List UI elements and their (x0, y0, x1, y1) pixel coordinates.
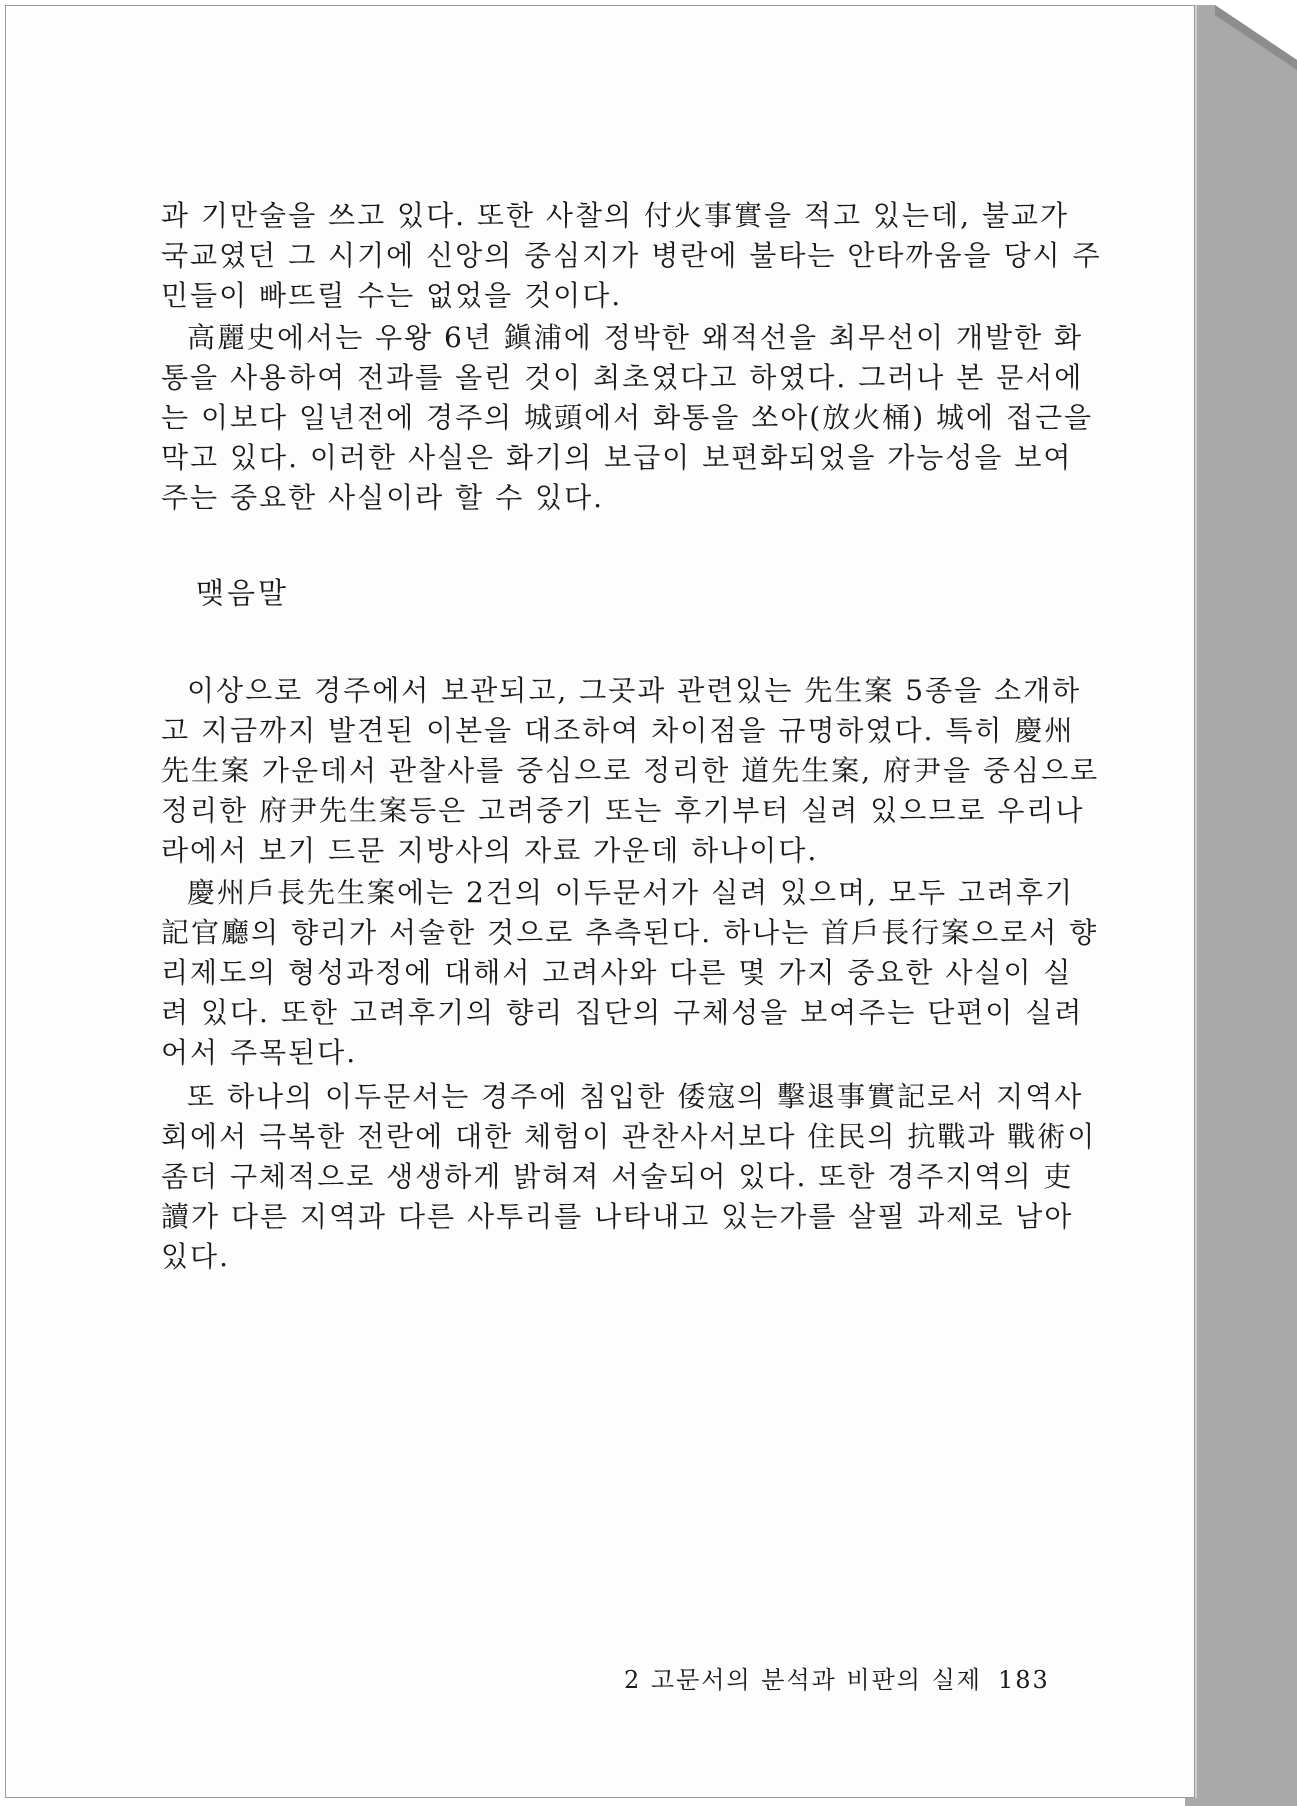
running-title: 2 고문서의 분석과 비판의 실제 (624, 1666, 982, 1694)
paragraph-5 (161, 1077, 1097, 1277)
body-text-conclusion (161, 671, 1100, 1277)
text-line: 리제도의 형성과정에 대해서 고려사와 다른 몇 가지 중요한 사실이 실 (161, 956, 1073, 989)
paragraph-2 (161, 318, 1094, 518)
text-line: 회에서 극복한 전란에 대한 체험이 관찬사서보다 住民의 抗戰과 戰術이 (161, 1120, 1097, 1153)
text-line: 고 지금까지 발견된 이본을 대조하여 차이점을 규명하였다. 특히 慶州 (161, 714, 1075, 747)
text-line: 좀더 구체적으로 생생하게 밝혀져 서술되어 있다. 또한 경주지역의 吏 (161, 1160, 1074, 1193)
text-line: 정리한 府尹先生案등은 고려중기 또는 후기부터 실려 있으므로 우리나 (161, 794, 1085, 827)
book-edge (1185, 0, 1297, 1806)
page-footer (624, 1660, 1050, 1695)
text-line: 讀가 다른 지역과 다른 사투리를 나타내고 있는가를 살필 과제로 남아 (161, 1200, 1074, 1233)
text-line: 주는 중요한 사실이라 할 수 있다. (161, 481, 605, 514)
body-text (161, 196, 1102, 518)
text-line: 記官廳의 향리가 서술한 것으로 추측된다. 하나는 首戶長行案으로서 향 (161, 916, 1099, 949)
text-line: 민들이 빠뜨릴 수는 없었을 것이다. (161, 279, 623, 312)
page-number: 183 (998, 1666, 1050, 1694)
text-line: 막고 있다. 이러한 사실은 화기의 보급이 보편화되었을 가능성을 보여 (161, 441, 1073, 474)
text-line: 과 기만술을 쓰고 있다. 또한 사찰의 付火事實을 적고 있는데, 불교가 (161, 199, 1070, 232)
text-line: 先生案 가운데서 관찰사를 중심으로 정리한 道先生案, 府尹을 중심으로 (161, 754, 1100, 787)
book-page (5, 5, 1195, 1798)
text-line: 어서 주목된다. (161, 1036, 358, 1069)
paragraph-3 (161, 671, 1100, 871)
text-line: 국교였던 그 시기에 신앙의 중심지가 병란에 불타는 안타까움을 당시 주 (161, 239, 1102, 272)
text-line: 慶州戶長先生案에는 2건의 이두문서가 실려 있으며, 모두 고려후기 (187, 876, 1075, 909)
paragraph-4 (161, 873, 1099, 1073)
text-line: 는 이보다 일년전에 경주의 城頭에서 화통을 쏘아(放火桶) 城에 접근을 (161, 401, 1094, 434)
text-line: 려 있다. 또한 고려후기의 향리 집단의 구체성을 보여주는 단편이 실려 (161, 996, 1084, 1029)
text-line: 이상으로 경주에서 보관되고, 그곳과 관련있는 先生案 5종을 소개하 (187, 674, 1082, 707)
text-line: 高麗史에서는 우왕 6년 鎭浦에 정박한 왜적선을 최무선이 개발한 화 (187, 321, 1084, 354)
text-line: 통을 사용하여 전과를 올린 것이 최초였다고 하였다. 그러나 본 문서에 (161, 361, 1084, 394)
text-line: 라에서 보기 드문 지방사의 자료 가운데 하나이다. (161, 834, 819, 867)
section-heading: 맺음말 (196, 576, 290, 610)
paragraph-1 (161, 196, 1102, 316)
text-line: 또 하나의 이두문서는 경주에 침입한 倭寇의 擊退事實記로서 지역사 (187, 1080, 1084, 1113)
text-line: 있다. (161, 1240, 230, 1273)
